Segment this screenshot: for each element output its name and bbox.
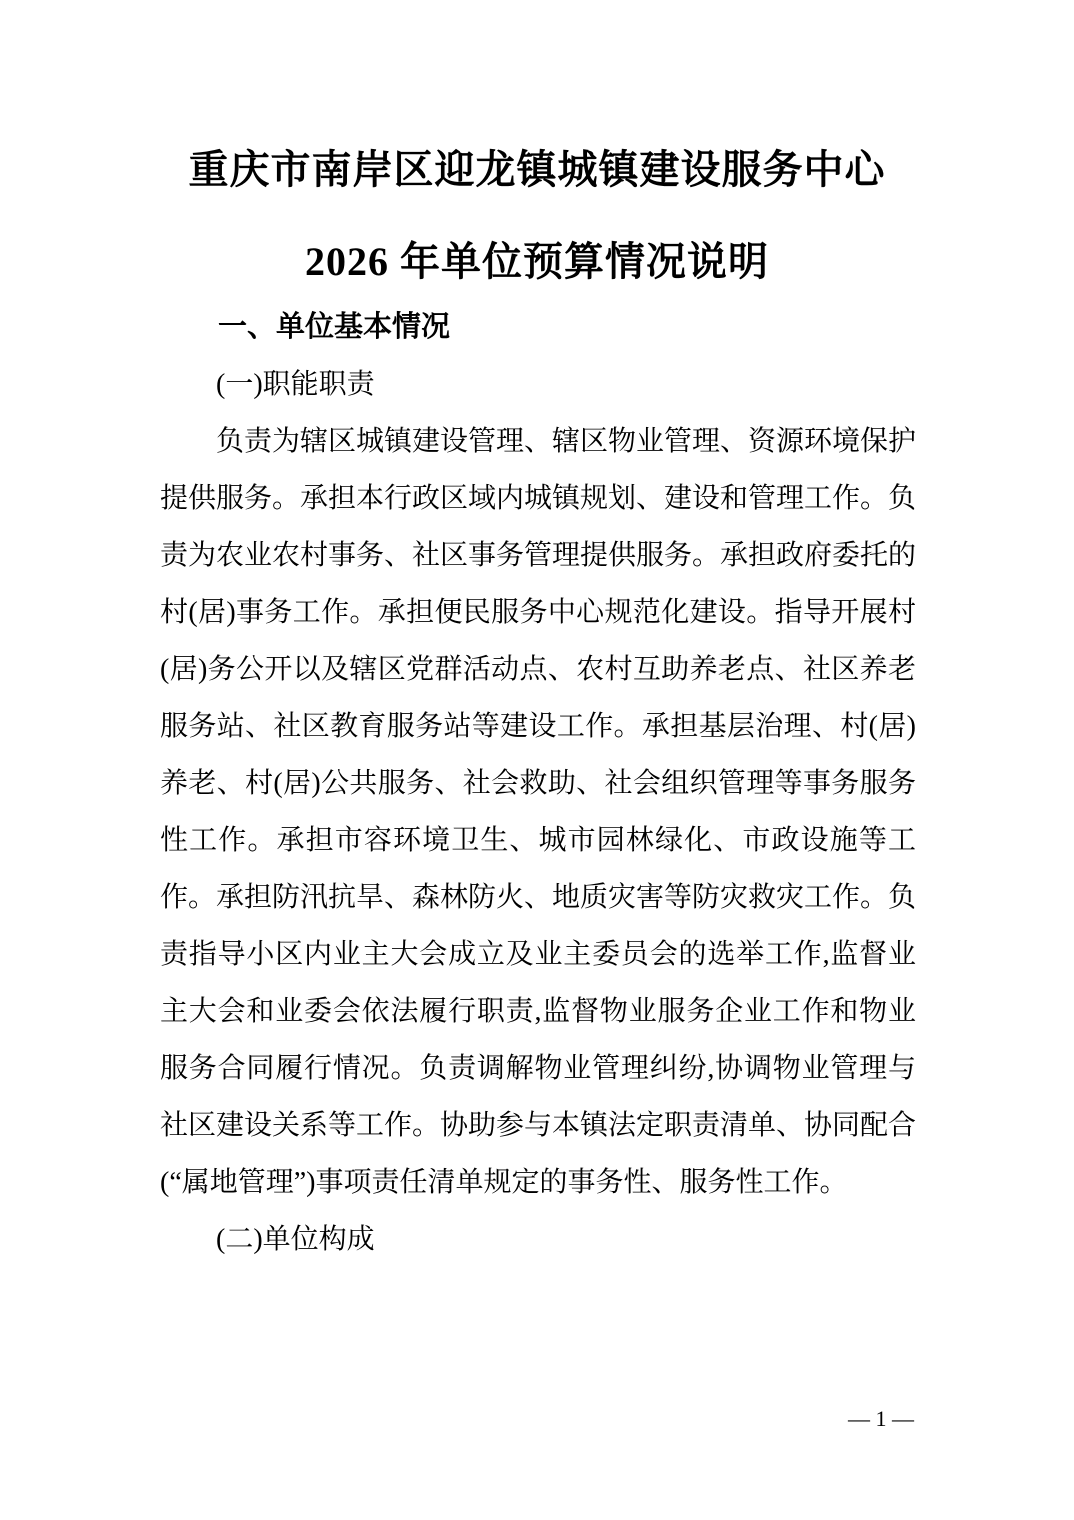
page-number: — 1 — xyxy=(848,1406,914,1431)
functions-duties-paragraph: 负责为辖区城镇建设管理、辖区物业管理、资源环境保护提供服务。承担本行政区域内城镇规划、建设和管理工作。负责为农业农村事务、社区事务管理提供服务。承担政府委托的村(居)事务工作。承担便民服务中心规范化建设。指导开展村(居)务公开以及辖区党群活动点、农村互助养老点、社区养老服务站、社区教育服务站等建设工作。承担基层治理、村(居)养老、村(居)公共服务、社会救助、社会组织管理等事务服务性工作。承担市容环境卫生、城市园林绿化、市政设施等工作。承担防汛抗旱、森林防火、地质灾害等防灾救灾工作。负责指导小区内业主大会成立及业主委员会的选举工作,监督业主大会和业委会依法履行职责,监督物业服务企业工作和物业服务合同履行情况。负责调解物业管理纠纷,协调物业管理与社区建设关系等工作。协助参与本镇法定职责清单、协同配合(“属地管理”)事项责任清单规定的事务性、服务性工作。 xyxy=(160,426,917,1198)
document-title-line2: 2026 年单位预算情况说明 xyxy=(305,239,769,284)
document-title-line1: 重庆市南岸区迎龙镇城镇建设服务中心 xyxy=(188,147,886,192)
section-heading-unit-basic-info: 一、单位基本情况 xyxy=(218,311,451,343)
document-body xyxy=(0,299,1074,1268)
subsection-heading-functions-duties: (一)职能职责 xyxy=(216,369,375,400)
subsection-heading-unit-composition: (二)单位构成 xyxy=(216,1224,375,1255)
